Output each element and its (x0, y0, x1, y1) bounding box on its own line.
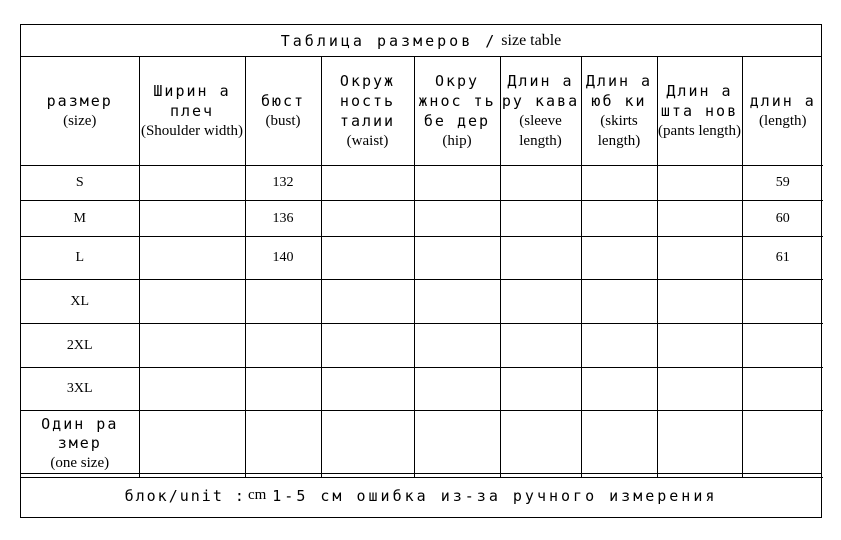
bust-cell (245, 280, 321, 324)
sleeve-cell (500, 237, 581, 280)
table-row (21, 280, 823, 324)
header-hip: Окру жнос ть бе дер (hip) (414, 57, 500, 166)
bust-cell: 140 (245, 237, 321, 280)
pants-cell (657, 166, 742, 201)
skirts-cell (581, 166, 657, 201)
bust-cell: 132 (245, 166, 321, 201)
pants-cell (657, 280, 742, 324)
length-cell (742, 324, 823, 368)
shoulder-cell (139, 324, 245, 368)
footer-unit: cm (247, 487, 267, 503)
hip-cell (414, 324, 500, 368)
hip-cell (414, 201, 500, 237)
table-title (21, 25, 821, 57)
size-table (21, 57, 823, 478)
waist-cell (321, 411, 414, 478)
sleeve-cell (500, 166, 581, 201)
size-cell: L (21, 237, 139, 280)
size-cell: S (21, 166, 139, 201)
hip-cell (414, 368, 500, 411)
table-row (21, 201, 823, 237)
skirts-cell (581, 280, 657, 324)
hip-cell (414, 280, 500, 324)
skirts-cell (581, 411, 657, 478)
size-cell: XL (21, 280, 139, 324)
hip-cell (414, 166, 500, 201)
title-ru: Таблица размеров / (280, 31, 498, 50)
size-cell: M (21, 201, 139, 237)
bust-cell: 136 (245, 201, 321, 237)
table-row (21, 324, 823, 368)
size-cell: 3XL (21, 368, 139, 411)
header-size: размер (size) (21, 57, 139, 166)
title-en: size table (501, 31, 562, 49)
waist-cell (321, 368, 414, 411)
sleeve-cell (500, 324, 581, 368)
skirts-cell (581, 324, 657, 368)
pants-cell (657, 368, 742, 411)
table-row (21, 166, 823, 201)
footer-note: 1-5 см ошибка из-за ручного измерения (272, 486, 718, 505)
length-cell (742, 280, 823, 324)
shoulder-cell (139, 237, 245, 280)
pants-cell (657, 201, 742, 237)
shoulder-cell (139, 201, 245, 237)
bust-cell (245, 411, 321, 478)
sleeve-cell (500, 411, 581, 478)
length-cell: 60 (742, 201, 823, 237)
shoulder-cell (139, 280, 245, 324)
pants-cell (657, 324, 742, 368)
table-row (21, 237, 823, 280)
length-cell (742, 411, 823, 478)
shoulder-cell (139, 411, 245, 478)
sleeve-cell (500, 280, 581, 324)
header-pants: Длин а шта нов (pants length) (657, 57, 742, 166)
waist-cell (321, 201, 414, 237)
size-cell-one-size: Один ра змер (one size) (21, 411, 139, 478)
shoulder-cell (139, 166, 245, 201)
shoulder-cell (139, 368, 245, 411)
pants-cell (657, 237, 742, 280)
waist-cell (321, 237, 414, 280)
size-table-frame (20, 24, 822, 518)
bust-cell (245, 324, 321, 368)
header-bust: бюст (bust) (245, 57, 321, 166)
waist-cell (321, 324, 414, 368)
header-row (21, 57, 823, 166)
header-sleeve: Длин а ру кава (sleeve length) (500, 57, 581, 166)
pants-cell (657, 411, 742, 478)
header-skirts: Длин а юб ки (skirts length) (581, 57, 657, 166)
table-footer (21, 473, 821, 517)
header-waist: Окруж ность талии (waist) (321, 57, 414, 166)
table-row (21, 368, 823, 411)
length-cell (742, 368, 823, 411)
sleeve-cell (500, 368, 581, 411)
skirts-cell (581, 237, 657, 280)
waist-cell (321, 166, 414, 201)
length-cell: 61 (742, 237, 823, 280)
skirts-cell (581, 368, 657, 411)
waist-cell (321, 280, 414, 324)
header-length: длин а (length) (742, 57, 823, 166)
header-shoulder: Ширин а плеч (Shoulder width) (139, 57, 245, 166)
hip-cell (414, 411, 500, 478)
footer-label: блок/unit : (124, 486, 246, 505)
sleeve-cell (500, 201, 581, 237)
length-cell: 59 (742, 166, 823, 201)
hip-cell (414, 237, 500, 280)
size-cell: 2XL (21, 324, 139, 368)
skirts-cell (581, 201, 657, 237)
table-row-one-size (21, 411, 823, 478)
bust-cell (245, 368, 321, 411)
